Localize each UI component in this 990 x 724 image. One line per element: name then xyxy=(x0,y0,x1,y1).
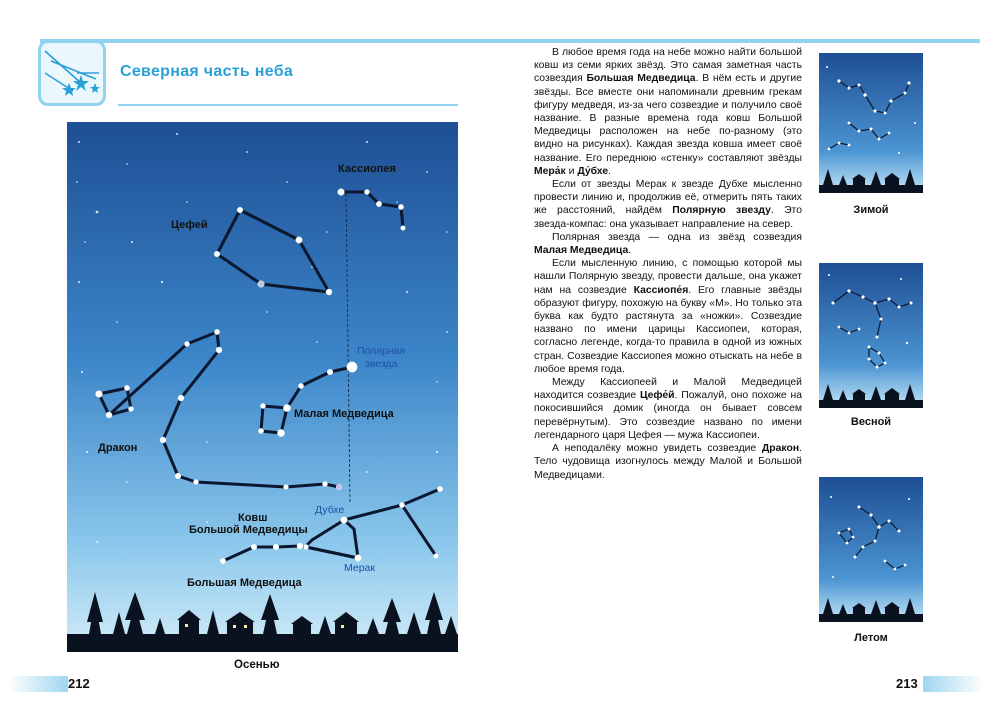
label-draco: Дракон xyxy=(98,442,138,454)
label-cepheus: Цефей xyxy=(171,219,208,231)
winter-sky-thumbnail xyxy=(819,53,923,193)
paragraph: Полярная звезда — одна из звёзд созвездия Малая Медведица. xyxy=(534,231,802,257)
thumb-caption-summer: Летом xyxy=(854,632,888,644)
label-dipper-line2: Большой Медведицы xyxy=(189,524,308,536)
paragraph: А неподалёку можно увидеть созвездие Дракон. Тело чудовища изогнулось между Малой и Большой Медведицами. xyxy=(534,443,802,481)
summer-sky-thumbnail xyxy=(819,477,923,622)
page-number-right: 213 xyxy=(896,676,918,691)
page-number-bar-left xyxy=(8,676,68,692)
paragraph: Если от звезды Мерак к звезде Дубхе мысленно провести линию и, продолжив её, отмерить пять таких же расстояний, найдём Полярную звезду. Это звезда-компас: она указывает направление на север. xyxy=(534,179,802,230)
thumb-caption-spring: Весной xyxy=(850,416,892,428)
page-number-bar-right xyxy=(923,676,983,692)
section-title: Северная часть неба xyxy=(120,63,294,80)
label-ursa-major: Большая Медведица xyxy=(187,577,302,589)
thumb-caption-winter: Зимой xyxy=(853,204,889,216)
paragraph: В любое время года на небе можно найти большой ковш из семи ярких звёзд. Это самая заметная часть созвездия Большая Медведица. В нём есть и другие звёзды. Все вместе они напоминали древним грекам фигуру медведя, из-за чего созвездие и получило своё название. В разные времена года ковш Большой Медведицы расположен на небе по-разному (это видно на рисунках). Каждая звезда ковша имеет своё название. Его переднюю «стенку» составляют звёзды Мера́к и Ду́бхе. xyxy=(534,47,803,177)
label-dipper-line1: Ковш xyxy=(238,512,268,524)
spring-sky-thumbnail xyxy=(819,263,923,408)
label-dubhe: Дубхе xyxy=(315,504,345,516)
autumn-star-map xyxy=(67,122,458,652)
constellation-logo-icon xyxy=(38,40,106,106)
page-number-left: 212 xyxy=(68,676,90,691)
header-rule-bottom xyxy=(118,104,458,106)
label-merak: Мерак xyxy=(344,562,375,574)
paragraph: Если мысленную линию, с помощью которой мы нашли Полярную звезду, провести дальше, она укажет нам на созвездие Кассиопе́я. Его главные звёзды образуют фигуру, похожую на букву «М». Но только эта буква как будто растянута за «ножки». Созвездие названо по имени царицы Кассиопеи, которая, согласно легенде, когда-то правила в одной из южных стран. Созвездие Кассиопея можно отыскать на небе в любое время года. xyxy=(534,258,802,375)
article-text xyxy=(534,46,802,482)
header-rule-top xyxy=(40,39,980,43)
label-polaris-line1: Полярная xyxy=(357,345,406,357)
label-polaris-line2: звезда xyxy=(365,358,398,370)
label-cassiopeia: Кассиопея xyxy=(338,163,396,175)
label-ursa-minor: Малая Медведица xyxy=(294,408,394,420)
paragraph: Между Кассиопеей и Малой Медведицей находится созвездие Цефе́й. Пожалуй, оно похоже на покосившийся домик (иногда он бывает совсем перевёрнутым). Это созвездие названо по имени легендарного царя Цефея — мужа Кассиопеи. xyxy=(534,377,802,441)
map-caption: Осенью xyxy=(234,659,280,671)
